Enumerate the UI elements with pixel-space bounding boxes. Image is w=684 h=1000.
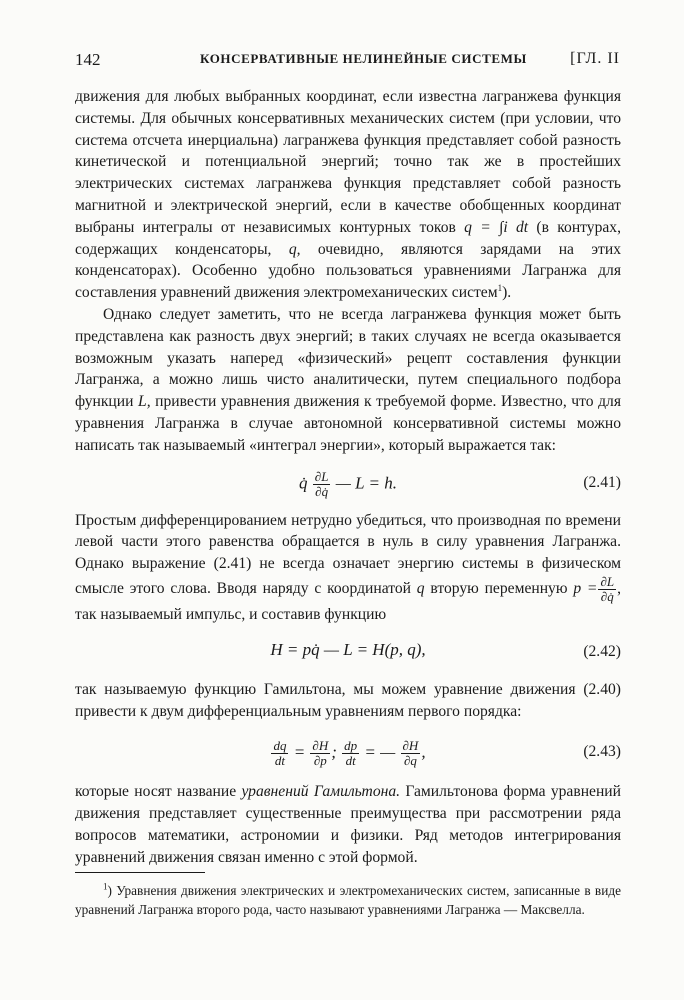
separator: ;: [331, 742, 337, 762]
paragraph-2-text-a: Однако следует заметить, что не всегда лагранжева функция может быть представлена как разность двух энергий; в таких случаях не всегда оказывается возможным указать наперед «физический» рецепт составления функции Лагранжа, а можно лишь чисто аналитически, путем специального подбора функции: [75, 305, 621, 411]
chapter-reference: [ГЛ. II: [570, 50, 620, 67]
footnote: [75, 882, 621, 919]
paragraph-4: так называемую функцию Гамильтона, мы можем уравнение движения (2.40) привести к двум дифференциальным уравнениям первого порядка:: [75, 680, 621, 720]
paragraph-1-text-c: очевидно, являются зарядами на этих конденсаторах). Особенно удобно пользоваться уравнениями Лагранжа для составления уравнений движения электромеханических систем: [75, 240, 621, 302]
equation-2-42-formula: H = pq̇ — L = H(p, q),: [270, 639, 426, 659]
paragraph-3-text-a: Простым дифференцированием нетрудно убедиться, что производная по времени левой части этого равенства обращается в нуль в силу уравнения Лагранжа. Однако выражение (2.41) не всегда означает энергию системы в физическом смысле этого слова. Вводя наряду с координатой: [75, 511, 621, 598]
footnote-divider: [75, 872, 205, 873]
equation-2-43: [75, 727, 621, 775]
equation-number-2-41: (2.41): [583, 473, 621, 491]
hamilton-equations-term: уравнений Гамильтона.: [241, 783, 401, 801]
fraction-numerator: dp: [344, 738, 358, 754]
paragraph-3-text-c: , так называемый импульс, и составив функцию: [75, 580, 621, 623]
partial-fraction: [313, 470, 331, 499]
footnote-mark: 1: [103, 881, 108, 892]
charge-variable: q,: [288, 240, 301, 258]
paragraph-3: [75, 510, 621, 626]
momentum-definition: p =: [573, 580, 598, 598]
equation-2-41: [75, 462, 621, 504]
paragraph-1-text-b: (в контурах, содержащих конденсаторы,: [75, 218, 621, 258]
page-header: [75, 50, 620, 74]
coordinate-variable: q: [416, 580, 425, 598]
fraction-denominator: dt: [274, 753, 285, 769]
dq-dt-fraction: [271, 739, 288, 768]
fraction-numerator: ∂L: [314, 468, 329, 484]
footnote-text: ) Уравнения движения электрических и электромеханических систем, записанные в виде уравнений Лагранжа второго рода, часто называют уравнениями Лагранжа — Максвелла.: [75, 883, 621, 917]
fraction-numerator: ∂H: [312, 738, 329, 754]
fraction-denominator: ∂q: [403, 753, 417, 769]
fraction-denominator: ∂q̇: [315, 483, 329, 499]
fraction-denominator: ∂q̇: [600, 588, 614, 604]
equation-2-43-formula: [75, 739, 621, 768]
fraction-numerator: ∂L: [600, 573, 615, 589]
paragraph-5-text-a: которые носят название: [75, 783, 242, 801]
paragraph-5-text-b: Гамильтонова форма уравнений движения представляет существенные преимущества при рассмотрении ряда вопросов математики, астрономии и физики. Ряд методов интегрирования уравнений движения связан именно с этой формой.: [75, 783, 621, 866]
equation-number-2-42: (2.42): [583, 642, 621, 660]
footnote-reference[interactable]: 1: [497, 282, 503, 293]
q-dot-symbol: q̇: [299, 472, 308, 492]
equation-number-2-43: (2.43): [583, 743, 621, 761]
paragraph-2-text-b: привести уравнения движения к требуемой форме. Известно, что для уравнения Лагранжа в случае автономной консервативной системы можно написать так называемый «интеграл энергии», который выражается так:: [75, 393, 621, 454]
fraction-denominator: dt: [345, 753, 356, 769]
paragraph-1-text-a: движения для любых выбранных координат, если известна лагранжева функция системы. Для обычных консервативных механических систем (при условии, что система отсчета инерциальна) лагранжева функция представляет собой разность кинетической и потенциальной энергий; точно так же в простейших электрических системах лагранжева функция представляет собой разность магнитной и электрической энергий, если в качестве обобщенных координат выбраны интегралы от независимых контурных токов: [75, 88, 621, 236]
momentum-fraction: [598, 575, 616, 604]
equals-minus-sign: = —: [364, 742, 396, 762]
paragraph-5: [75, 781, 621, 868]
equals-sign: =: [293, 742, 306, 762]
equation-2-41-rest: — L = h.: [335, 472, 397, 492]
dH-dq-fraction: [401, 739, 421, 768]
paragraph-1-text-d: ).: [502, 284, 512, 302]
equation-2-42: [75, 631, 621, 673]
lagrangian-variable: L,: [138, 393, 151, 411]
paragraph-1: [75, 86, 621, 304]
running-title: КОНСЕРВАТИВНЫЕ НЕЛИНЕЙНЫЕ СИСТЕМЫ: [200, 51, 527, 66]
comma: ,: [421, 742, 426, 762]
paragraph-3-text-b: вторую переменную: [424, 580, 574, 598]
paragraph-2: [75, 304, 621, 457]
main-text: [75, 86, 621, 869]
page-number: 142: [75, 50, 101, 69]
fraction-denominator: ∂p: [313, 753, 327, 769]
equation-2-41-formula: [75, 470, 621, 499]
dH-dp-fraction: [310, 739, 330, 768]
fraction-numerator: ∂H: [402, 738, 419, 754]
integral-formula: q = ∫i dt: [464, 218, 529, 236]
dp-dt-fraction: [342, 739, 359, 768]
fraction-numerator: dq: [273, 738, 287, 754]
